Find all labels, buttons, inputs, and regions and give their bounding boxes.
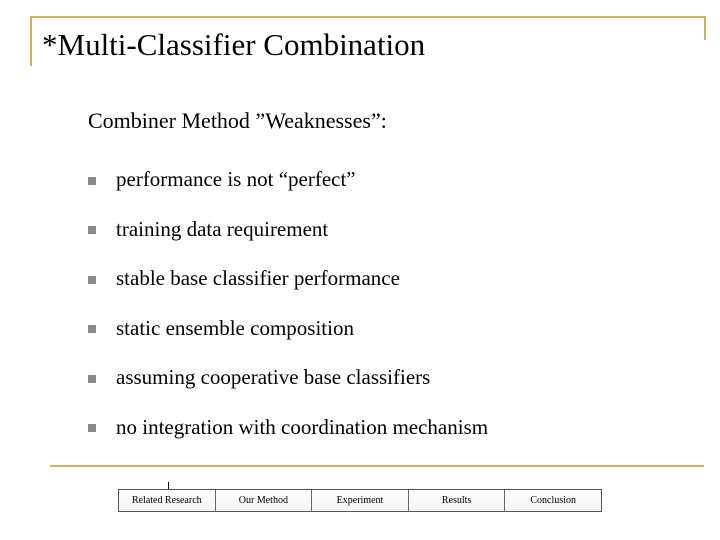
bullet-item (88, 205, 488, 255)
bullet-text: performance is not “perfect” (116, 167, 356, 192)
bullet-text: no integration with coordination mechanism (116, 414, 489, 439)
bullet-item (88, 353, 488, 403)
bullet-list (88, 155, 488, 452)
square-bullet-icon (88, 375, 96, 383)
bullet-text: assuming cooperative base classifiers (116, 365, 431, 390)
slide-subtitle: Combiner Method ”Weaknesses”: (88, 108, 387, 133)
bullet-text: stable base classifier performance (116, 266, 400, 291)
bullet-text: static ensemble composition (116, 315, 354, 340)
nav-our-method[interactable]: Our Method (216, 490, 313, 511)
slide-title: *Multi-Classifier Combination (42, 27, 426, 62)
title-frame-right-rule (704, 16, 706, 40)
section-nav-bar (118, 489, 602, 512)
nav-conclusion[interactable]: Conclusion (505, 490, 601, 511)
title-frame-left-rule (30, 16, 32, 66)
square-bullet-icon (88, 177, 96, 185)
nav-position-tick (168, 482, 169, 489)
bullet-text: training data requirement (116, 216, 329, 241)
bullet-item (88, 155, 488, 205)
nav-experiment[interactable]: Experiment (312, 490, 409, 511)
nav-results[interactable]: Results (409, 490, 506, 511)
square-bullet-icon (88, 226, 96, 234)
bullet-item (88, 254, 488, 304)
footer-rule (50, 465, 704, 467)
square-bullet-icon (88, 276, 96, 284)
title-frame-top-rule (30, 16, 706, 18)
nav-related-research[interactable]: Related Research (119, 490, 216, 511)
bullet-item (88, 304, 488, 354)
square-bullet-icon (88, 424, 96, 432)
square-bullet-icon (88, 325, 96, 333)
bullet-item (88, 403, 488, 453)
